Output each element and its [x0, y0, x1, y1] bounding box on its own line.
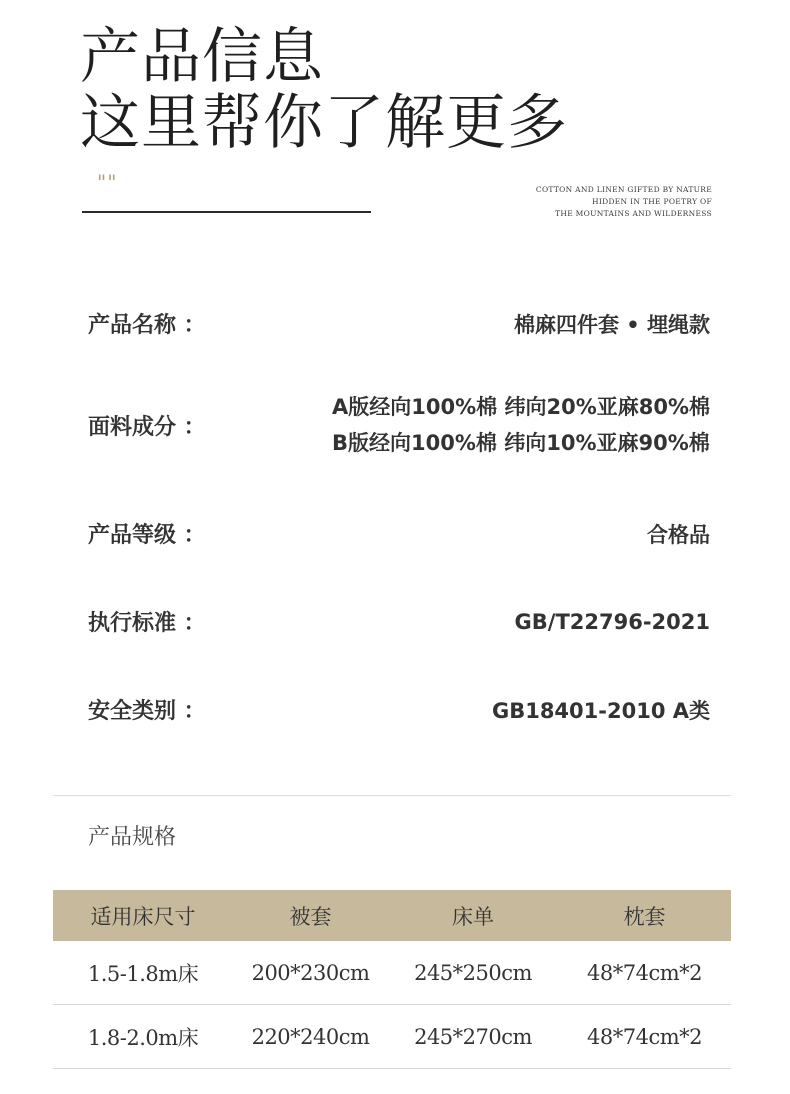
info-value-fabric: [332, 389, 710, 461]
table-row: [53, 1005, 731, 1069]
fabric-line-b: B版经向100%棉 纬向10%亚麻90%棉: [332, 431, 710, 455]
poem-line-2: HIDDEN IN THE POETRY OF: [592, 197, 712, 206]
info-label-safety: 安全类别 ：: [88, 699, 206, 724]
fabric-line-a: A版经向100%棉 纬向20%亚麻80%棉: [332, 395, 710, 419]
info-row-fabric: [88, 389, 710, 461]
table-cell: 1.5-1.8m床: [53, 941, 233, 1005]
spec-header-duvet: 被套: [233, 890, 388, 941]
info-value-standard: GB/T22796-2021: [514, 609, 710, 634]
section-divider: [53, 795, 731, 796]
table-cell: 200*230cm: [233, 941, 388, 1005]
page-heading: [80, 24, 568, 156]
title-underline: [82, 211, 371, 213]
info-label-fabric: 面料成分 ：: [88, 414, 206, 440]
info-label-standard: 执行标准 ：: [88, 611, 206, 636]
heading-line-2: 这里帮你了解更多: [80, 88, 568, 158]
spec-header-pillowcase: 枕套: [558, 890, 731, 941]
info-row-safety: [88, 694, 710, 725]
info-value-safety: GB18401-2010 A类: [491, 698, 710, 723]
poem-line-1: COTTON AND LINEN GIFTED BY NATURE: [535, 185, 712, 194]
table-cell: 245*250cm: [388, 941, 558, 1005]
info-value-name: 棉麻四件套 • 埋绳款: [513, 312, 710, 337]
table-cell: 48*74cm*2: [558, 1005, 731, 1069]
table-cell: 245*270cm: [388, 1005, 558, 1069]
heading-line-1: 产品信息: [80, 22, 324, 92]
spec-header-sheet: 床单: [388, 890, 558, 941]
table-cell: 220*240cm: [233, 1005, 388, 1069]
info-row-grade: [88, 518, 710, 549]
info-row-name: [88, 308, 710, 339]
spec-header-row: [53, 890, 731, 941]
table-cell: 48*74cm*2: [558, 941, 731, 1005]
spec-header-bed-size: 适用床尺寸: [53, 890, 233, 941]
poem-line-3: THE MOUNTAINS AND WILDERNESS: [555, 209, 712, 218]
spec-table: [53, 890, 731, 1069]
info-row-standard: [88, 606, 710, 637]
quote-mark: "": [97, 170, 118, 194]
table-row: [53, 941, 731, 1005]
spec-section-title: 产品规格: [88, 825, 177, 850]
info-value-grade: 合格品: [647, 522, 710, 547]
info-label-grade: 产品等级 ：: [88, 523, 206, 548]
poem-text: [536, 184, 712, 220]
table-cell: 1.8-2.0m床: [53, 1005, 233, 1069]
info-label-name: 产品名称 ：: [88, 313, 206, 338]
